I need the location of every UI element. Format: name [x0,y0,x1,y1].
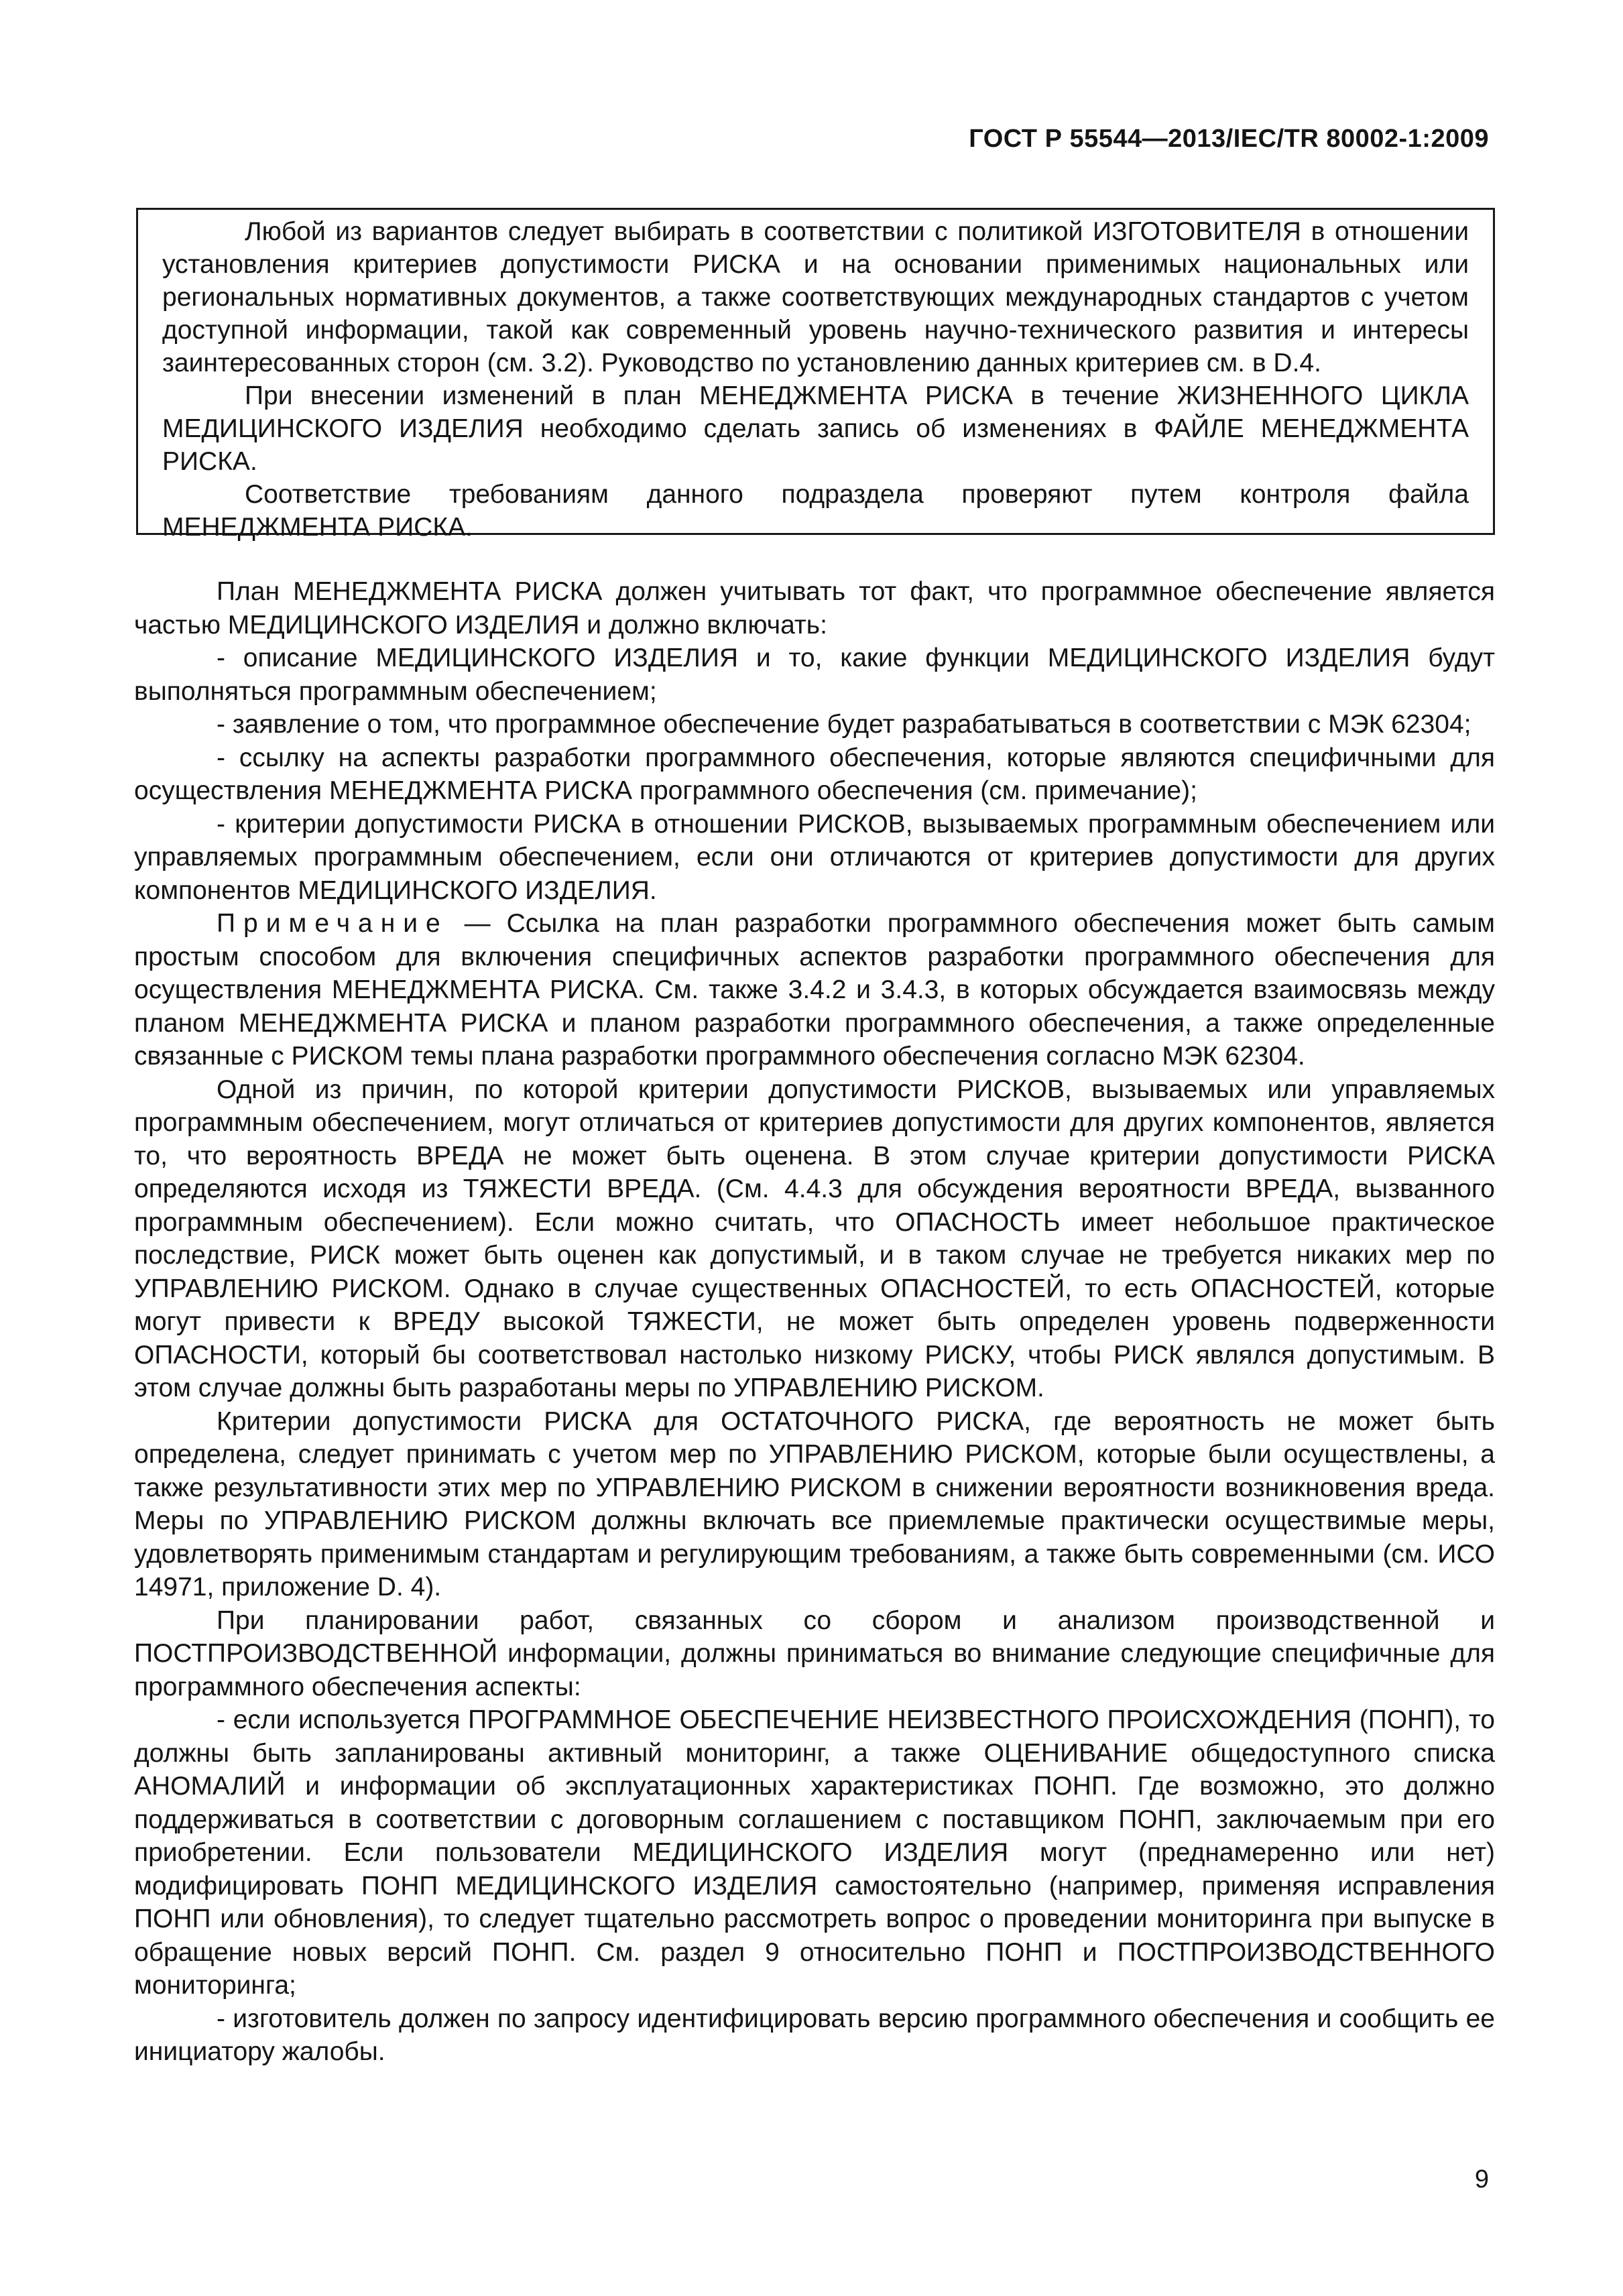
list-item: - изготовитель должен по запросу идентифицировать версию программного обеспечения и сообщить ее инициатору жалобы. [134,2004,1495,2066]
note-label: Примечание [217,909,448,938]
paragraph: Критерии допустимости РИСКА для ОСТАТОЧНОГО РИСКА, где вероятность не может быть определена, следует принимать с учетом мер по УПРАВЛЕНИЮ РИСКОМ, которые были осуществлены, а также результативности этих мер по УПРАВЛЕНИЮ РИСКОМ в снижении вероятности возникновения вреда. Меры по УПРАВЛЕНИЮ РИСКОМ должны включать все приемлемые практически осуществимые меры, удовлетворять применимым стандартам и регулирующим требованиям, а также быть современными (см. ИСО 14971, приложение D. 4). [134,1406,1495,1602]
box-paragraph: Любой из вариантов следует выбирать в соответствии с политикой ИЗГОТОВИТЕЛЯ в отношении установления критериев допустимости РИСКА и на основании применимых национальных или региональных нормативных документов, а также соответствующих международных стандартов с учетом доступной информации, такой как современный уровень научно-технического развития и интересы заинтересованных сторон (см. 3.2). Руководство по установлению данных критериев см. в D.4. [162,217,1469,377]
list-item: - критерии допустимости РИСКА в отношении РИСКОВ, вызываемых программным обеспечением или управляемых программным обеспечением, если они отличаются от критериев допустимости для других компонентов МЕДИЦИНСКОГО ИЗДЕЛИЯ. [134,809,1495,905]
list-item: - заявление о том, что программное обеспечение будет разрабатываться в соответствии с МЭК 62304; [217,710,1471,739]
paragraph: Одной из причин, по которой критерии допустимости РИСКОВ, вызываемых или управляемых программным обеспечением, могут отличаться от критериев допустимости для других компонентов, является то, что вероятность ВРЕДА не может быть оценена. В этом случае критерии допустимости РИСКА определяются исходя из ТЯЖЕСТИ ВРЕДА. (См. 4.4.3 для обсуждения вероятности ВРЕДА, вызванного программным обеспечением). Если можно считать, что ОПАСНОСТЬ имеет небольшое практическое последствие, РИСК может быть оценен как допустимый, и в таком случае не требуется никаких мер по УПРАВЛЕНИЮ РИСКОМ. Однако в случае существенных ОПАСНОСТЕЙ, то есть ОПАСНОСТЕЙ, которые могут привести к ВРЕДУ высокой ТЯЖЕСТИ, не может быть определен уровень подверженности ОПАСНОСТИ, который бы соответствовал настолько низкому РИСКУ, чтобы РИСК являлся допустимым. В этом случае должны быть разработаны меры по УПРАВЛЕНИЮ РИСКОМ. [134,1075,1495,1402]
requirements-box [136,208,1495,542]
list-item: - если используется ПРОГРАММНОЕ ОБЕСПЕЧЕНИЕ НЕИЗВЕСТНОГО ПРОИСХОЖДЕНИЯ (ПОНП), то должны быть запланированы активный мониторинг, а также ОЦЕНИВАНИЕ общедоступного списка АНОМАЛИЙ и информации об эксплуатационных характеристиках ПОНП. Где возможно, это должно поддерживаться в соответствии с договорным соглашением с поставщиком ПОНП, заключаемым при его приобретении. Если пользователи МЕДИЦИНСКОГО ИЗДЕЛИЯ могут (преднамеренно или нет) модифицировать ПОНП МЕДИЦИНСКОГО ИЗДЕЛИЯ самостоятельно (например, применяя исправления ПОНП или обновления), то следует тщательно рассмотреть вопрос о проведении мониторинга при выпуске в обращение новых версий ПОНП. См. раздел 9 относительно ПОНП и ПОСТПРОИЗВОДСТВЕННОГО мониторинга; [134,1705,1495,2000]
paragraph: План МЕНЕДЖМЕНТА РИСКА должен учитывать тот факт, что программное обеспечение является частью МЕДИЦИНСКОГО ИЗДЕЛИЯ и должно включать: [134,577,1495,640]
paragraph: При планировании работ, связанных со сбором и анализом производственной и ПОСТПРОИЗВОДСТВЕННОЙ информации, должны приниматься во внимание следующие специфичные для программного обеспечения аспекты: [134,1606,1495,1701]
main-text [134,575,1495,2069]
document-header: ГОСТ Р 55544—2013/IEC/TR 80002-1:2009 [969,125,1489,153]
page-number: 9 [1474,2165,1489,2193]
note [134,907,1495,1073]
note-text: — Ссылка на план разработки программного обеспечения может быть самым простым способом для включения специфичных аспектов разработки программного обеспечения для осуществления МЕНЕДЖМЕНТА РИСКА. См. также 3.4.2 и 3.4.3, в которых обсуждается взаимосвязь между планом МЕНЕДЖМЕНТА РИСКА и планом разработки программного обеспечения, а также определенные связанные с РИСКОМ темы плана разработки программного обеспечения согласно МЭК 62304. [134,909,1495,1071]
box-paragraph: При внесении изменений в план МЕНЕДЖМЕНТА РИСКА в течение ЖИЗНЕННОГО ЦИКЛА МЕДИЦИНСКОГО ИЗДЕЛИЯ необходимо сделать запись об изменениях в ФАЙЛЕ МЕНЕДЖМЕНТА РИСКА. [162,381,1469,476]
list-item: - ссылку на аспекты разработки программного обеспечения, которые являются специфичными для осуществления МЕНЕДЖМЕНТА РИСКА программного обеспечения (см. примечание); [134,743,1495,805]
box-paragraph: Соответствие требованиям данного подраздела проверяют путем контроля файла МЕНЕДЖМЕНТА РИСКА. [162,480,1469,542]
list-item: - описание МЕДИЦИНСКОГО ИЗДЕЛИЯ и то, какие функции МЕДИЦИНСКОГО ИЗДЕЛИЯ будут выполняться программным обеспечением; [134,644,1495,706]
